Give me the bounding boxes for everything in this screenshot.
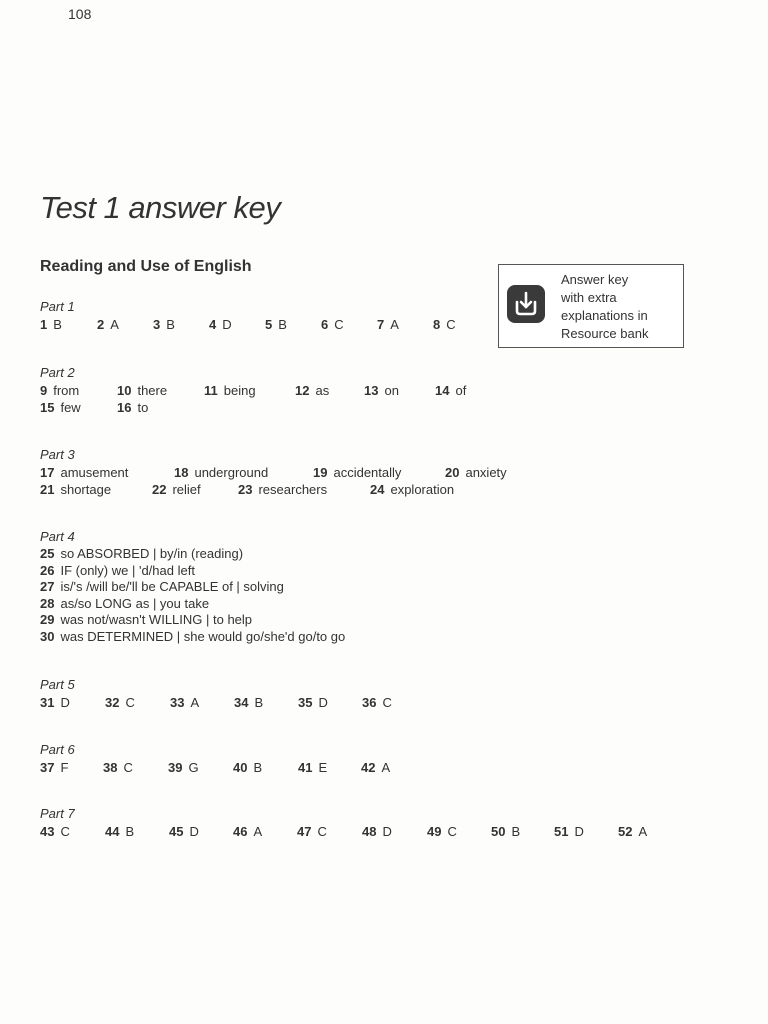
part-label: Part 4 (40, 529, 75, 544)
question-number: 14 (435, 383, 450, 398)
question-number: 23 (238, 482, 253, 497)
question-number: 47 (297, 824, 312, 839)
callout-line: explanations in (561, 308, 648, 323)
answer-row (40, 399, 495, 416)
question-number: 24 (370, 482, 385, 497)
question-number: 10 (117, 383, 132, 398)
question-number: 12 (295, 383, 310, 398)
answer-item (97, 316, 153, 333)
answer-item (377, 316, 433, 333)
question-number: 35 (298, 695, 313, 710)
answer-text: F (60, 760, 69, 775)
answer-item (105, 694, 170, 711)
question-number: 48 (362, 824, 377, 839)
answer-item (40, 596, 209, 613)
answer-text: accidentally (333, 465, 402, 480)
question-number: 38 (103, 760, 118, 775)
answer-item (40, 759, 103, 776)
answer-text: is/'s /will be/'ll be CAPABLE of | solving (60, 579, 284, 594)
callout-line: Resource bank (561, 326, 649, 341)
question-number: 40 (233, 760, 248, 775)
answer-text: amusement (60, 465, 129, 480)
answer-row (40, 823, 658, 840)
answer-text: researchers (258, 482, 328, 497)
callout-line: Answer key (561, 272, 629, 287)
answer-row (40, 316, 489, 333)
answer-text: G (188, 760, 199, 775)
answer-item (153, 316, 209, 333)
answer-text: B (253, 760, 263, 775)
answer-item (209, 316, 265, 333)
answer-text: B (511, 824, 521, 839)
answer-text: so ABSORBED | by/in (reading) (60, 546, 244, 561)
answer-text: B (278, 317, 287, 332)
question-number: 15 (40, 400, 55, 415)
part-label: Part 6 (40, 742, 75, 757)
answer-text: was DETERMINED | she would go/she'd go/to go (60, 628, 346, 644)
answer-text: to (137, 400, 149, 415)
question-number: 5 (265, 317, 273, 332)
part-3 (40, 446, 535, 498)
question-number: 8 (433, 317, 441, 332)
answer-text: from (53, 383, 80, 398)
answer-row (40, 596, 345, 613)
answer-row (40, 759, 424, 776)
answer-text: relief (172, 482, 201, 497)
answer-item (362, 823, 427, 840)
answer-text: C (334, 317, 344, 332)
question-number: 2 (97, 317, 105, 332)
question-number: 9 (40, 383, 48, 398)
answer-text: as/so LONG as | you take (60, 595, 210, 611)
answer-item (40, 316, 97, 333)
question-number: 18 (174, 465, 189, 480)
answer-text: shortage (60, 482, 112, 497)
answer-text: D (189, 824, 199, 839)
answer-row (40, 563, 345, 580)
answer-item (40, 563, 195, 580)
answer-item (427, 823, 491, 840)
question-number: 46 (233, 824, 248, 839)
answer-item (170, 694, 234, 711)
part-5 (40, 676, 426, 711)
answer-row (40, 464, 535, 481)
answer-item (40, 399, 117, 416)
answer-text: IF (only) we | 'd/had left (60, 562, 195, 578)
answer-text: D (318, 695, 328, 710)
answer-item (238, 481, 370, 498)
question-number: 7 (377, 317, 385, 332)
answer-item (233, 759, 298, 776)
question-number: 3 (153, 317, 161, 332)
answer-text: C (60, 824, 70, 839)
answer-text: C (317, 824, 327, 839)
answer-item (233, 823, 297, 840)
part-4 (40, 528, 345, 645)
answer-text: was not/wasn't WILLING | to help (60, 612, 253, 627)
answer-row (40, 481, 535, 498)
question-number: 50 (491, 824, 506, 839)
question-number: 25 (40, 546, 55, 561)
answer-text: B (166, 317, 175, 332)
answer-text: C (447, 824, 457, 839)
answer-item (168, 759, 233, 776)
answer-item (362, 694, 426, 711)
answer-text: A (253, 824, 263, 839)
answer-item (297, 823, 362, 840)
part-2 (40, 364, 495, 416)
answer-text: D (574, 824, 584, 839)
answer-item (117, 399, 204, 416)
answer-item (40, 481, 152, 498)
answer-text: exploration (390, 482, 455, 497)
answer-item (40, 464, 174, 481)
answer-item (313, 464, 445, 481)
part-label: Part 1 (40, 299, 75, 314)
answer-text: A (381, 760, 391, 775)
answer-text: A (638, 824, 648, 839)
part-7 (40, 805, 658, 840)
answer-text: C (123, 760, 133, 775)
question-number: 22 (152, 482, 167, 497)
answer-item (370, 481, 480, 498)
answer-text: A (390, 317, 399, 332)
answer-text: B (53, 317, 62, 332)
question-number: 6 (321, 317, 329, 332)
answer-text: E (318, 760, 328, 775)
answer-item (103, 759, 168, 776)
question-number: 33 (170, 695, 185, 710)
answer-item (433, 316, 489, 333)
answer-item (105, 823, 169, 840)
question-number: 13 (364, 383, 379, 398)
question-number: 29 (40, 612, 55, 627)
question-number: 52 (618, 824, 633, 839)
download-icon[interactable] (507, 285, 545, 323)
part-label: Part 3 (40, 447, 75, 462)
answer-item (265, 316, 321, 333)
question-number: 43 (40, 824, 55, 839)
question-number: 28 (40, 595, 55, 611)
answer-item (554, 823, 618, 840)
part-1 (40, 298, 489, 333)
answer-item (491, 823, 554, 840)
answer-text: D (382, 824, 392, 839)
answer-item (361, 759, 424, 776)
answer-item (40, 629, 345, 646)
question-number: 42 (361, 760, 376, 775)
answer-item (40, 579, 284, 596)
section-title: Reading and Use of English (40, 258, 252, 275)
answer-item (40, 694, 105, 711)
answer-item (152, 481, 238, 498)
question-number: 44 (105, 824, 120, 839)
answer-item (364, 382, 435, 399)
question-number: 41 (298, 760, 313, 775)
answer-item (40, 823, 105, 840)
question-number: 26 (40, 562, 55, 578)
question-number: 20 (445, 465, 460, 480)
part-label: Part 5 (40, 677, 75, 692)
question-number: 51 (554, 824, 569, 839)
answer-row (40, 629, 345, 646)
answer-item (618, 823, 658, 840)
question-number: 11 (204, 383, 218, 398)
page-number: 108 (68, 6, 92, 22)
answer-item (174, 464, 313, 481)
answer-text: C (125, 695, 135, 710)
answer-text: on (384, 383, 399, 398)
answer-row (40, 546, 345, 563)
answer-item (295, 382, 364, 399)
answer-item (169, 823, 233, 840)
question-number: 49 (427, 824, 442, 839)
answer-item (234, 694, 298, 711)
answer-item (298, 694, 362, 711)
question-number: 39 (168, 760, 183, 775)
answer-text: as (315, 383, 330, 398)
answer-text: B (254, 695, 264, 710)
answer-item (204, 382, 295, 399)
part-label: Part 7 (40, 806, 75, 821)
answer-item (40, 382, 117, 399)
answer-text: A (190, 695, 200, 710)
question-number: 30 (40, 628, 55, 644)
answer-row (40, 579, 345, 596)
answer-text: D (60, 695, 70, 710)
question-number: 45 (169, 824, 184, 839)
answer-text: B (125, 824, 135, 839)
question-number: 27 (40, 579, 55, 594)
page-title: Test 1 answer key (40, 190, 281, 225)
question-number: 1 (40, 317, 48, 332)
answer-text: C (382, 695, 392, 710)
answer-text: few (60, 400, 81, 415)
answer-row (40, 382, 495, 399)
callout-text (561, 271, 679, 343)
answer-text: D (222, 317, 232, 332)
answer-text: underground (194, 465, 269, 480)
answer-text: there (137, 383, 168, 398)
answer-item (321, 316, 377, 333)
answer-row (40, 694, 426, 711)
resource-bank-callout[interactable] (498, 264, 684, 348)
question-number: 4 (209, 317, 217, 332)
answer-text: C (446, 317, 456, 332)
question-number: 32 (105, 695, 120, 710)
question-number: 19 (313, 465, 328, 480)
question-number: 17 (40, 465, 55, 480)
answer-item (445, 464, 535, 481)
answer-item (40, 612, 252, 629)
answer-text: anxiety (465, 465, 507, 480)
question-number: 21 (40, 482, 55, 497)
part-6 (40, 741, 424, 776)
question-number: 37 (40, 760, 55, 775)
question-number: 16 (117, 400, 132, 415)
answer-item (435, 382, 495, 399)
answer-row (40, 612, 345, 629)
callout-line: with extra (561, 290, 617, 305)
answer-item (298, 759, 361, 776)
answer-text: being (223, 383, 256, 398)
question-number: 31 (40, 695, 55, 710)
question-number: 36 (362, 695, 377, 710)
question-number: 34 (234, 695, 249, 710)
answer-text: A (110, 317, 119, 332)
answer-item (40, 546, 243, 563)
part-label: Part 2 (40, 365, 75, 380)
answer-text: of (455, 383, 467, 398)
answer-item (117, 382, 204, 399)
